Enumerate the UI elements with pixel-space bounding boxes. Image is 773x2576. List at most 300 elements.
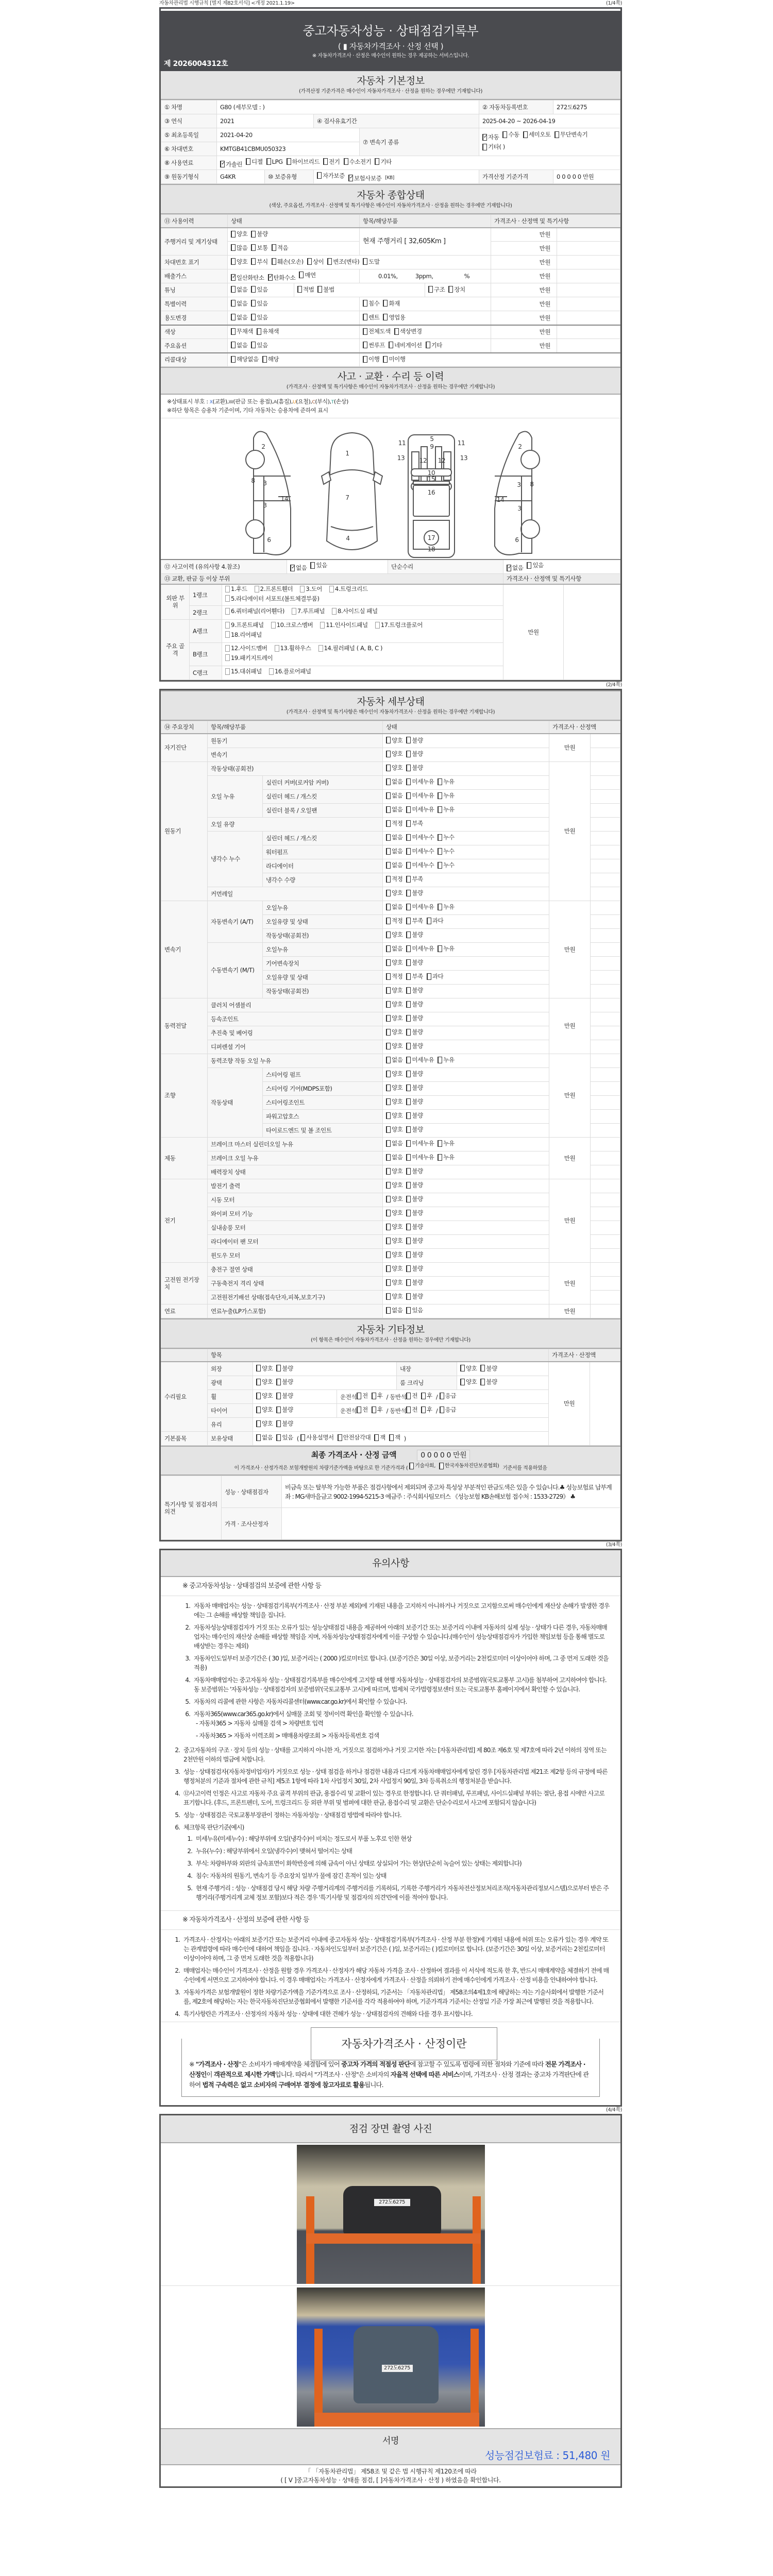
checkbox[interactable]: [383, 314, 388, 320]
checkbox-option[interactable]: [482, 133, 499, 141]
checkbox-option[interactable]: [406, 917, 423, 924]
checkbox[interactable]: [256, 1420, 261, 1427]
checkbox-option[interactable]: [406, 1028, 423, 1036]
checkbox[interactable]: [297, 286, 302, 293]
checkbox[interactable]: [438, 848, 442, 855]
checkbox[interactable]: [300, 586, 305, 592]
checkbox-option[interactable]: [480, 1365, 497, 1372]
checkbox-option[interactable]: [231, 258, 247, 265]
checkbox[interactable]: [406, 1168, 411, 1175]
checkbox[interactable]: [276, 1365, 281, 1371]
part-checkbox[interactable]: [271, 621, 313, 629]
checkbox[interactable]: [386, 973, 391, 980]
checkbox[interactable]: [406, 1112, 411, 1119]
checkbox-option[interactable]: [276, 1420, 293, 1427]
part-checkbox[interactable]: [225, 585, 247, 592]
checkbox[interactable]: [307, 258, 312, 265]
checkbox-option[interactable]: [386, 764, 402, 771]
checkbox-option[interactable]: [338, 1434, 371, 1441]
checkbox[interactable]: [406, 890, 411, 896]
checkbox[interactable]: [480, 1379, 485, 1385]
checkbox[interactable]: [438, 806, 442, 813]
checkbox[interactable]: [256, 1393, 261, 1399]
checkbox-option[interactable]: [386, 778, 402, 785]
checkbox-option[interactable]: [251, 244, 267, 251]
checkbox-option[interactable]: [231, 286, 247, 293]
checkbox[interactable]: [406, 1393, 411, 1399]
checkbox[interactable]: [386, 1098, 391, 1105]
checkbox[interactable]: [246, 158, 250, 165]
checkbox[interactable]: [386, 959, 391, 966]
checkbox[interactable]: [225, 586, 230, 592]
checkbox[interactable]: [231, 231, 236, 238]
checkbox[interactable]: [438, 862, 442, 869]
checkbox[interactable]: [338, 1434, 342, 1441]
checkbox[interactable]: [406, 1126, 411, 1133]
part-checkbox[interactable]: [225, 595, 320, 602]
checkbox[interactable]: [386, 1238, 391, 1244]
checkbox-option[interactable]: [386, 834, 402, 841]
checkbox-option[interactable]: [231, 328, 253, 335]
checkbox-option[interactable]: [231, 230, 247, 238]
checkbox-option[interactable]: [276, 1365, 293, 1372]
checkbox[interactable]: [406, 1406, 411, 1413]
checkbox[interactable]: [406, 1251, 411, 1258]
checkbox-option[interactable]: [386, 1223, 402, 1230]
checkbox[interactable]: [231, 258, 236, 265]
checkbox-option[interactable]: [290, 564, 307, 571]
checkbox[interactable]: [386, 1126, 391, 1133]
checkbox-option[interactable]: [440, 1392, 456, 1399]
checkbox-option[interactable]: [344, 158, 372, 165]
checkbox-option[interactable]: [272, 258, 304, 265]
checkbox-option[interactable]: [389, 1434, 400, 1441]
part-checkbox[interactable]: [225, 607, 284, 615]
part-checkbox[interactable]: [375, 621, 423, 629]
checkbox[interactable]: [323, 158, 328, 165]
checkbox[interactable]: [480, 1365, 485, 1371]
checkbox-option[interactable]: [406, 806, 434, 813]
checkbox-option[interactable]: [406, 973, 423, 980]
checkbox-option[interactable]: [307, 258, 324, 265]
part-checkbox[interactable]: [225, 621, 264, 629]
checkbox-option[interactable]: [440, 1406, 456, 1413]
checkbox-option[interactable]: [406, 1181, 423, 1189]
checkbox[interactable]: [406, 973, 411, 980]
checkbox[interactable]: [406, 987, 411, 994]
checkbox[interactable]: [231, 300, 236, 307]
checkbox-option[interactable]: [276, 1406, 293, 1413]
checkbox[interactable]: [438, 945, 442, 952]
checkbox[interactable]: [427, 918, 431, 924]
checkbox-option[interactable]: [310, 562, 327, 569]
checkbox[interactable]: [386, 806, 391, 813]
checkbox-option[interactable]: [406, 1237, 423, 1244]
checkbox[interactable]: [406, 848, 411, 855]
checkbox-option[interactable]: [383, 314, 405, 321]
checkbox-option[interactable]: [386, 987, 402, 994]
checkbox-option[interactable]: [262, 355, 279, 363]
checkbox[interactable]: [386, 1279, 391, 1286]
checkbox-option[interactable]: [251, 342, 267, 349]
checkbox[interactable]: [406, 876, 411, 883]
checkbox-option[interactable]: [406, 945, 434, 952]
checkbox[interactable]: [386, 1224, 391, 1230]
checkbox-option[interactable]: [363, 328, 391, 335]
checkbox[interactable]: [554, 131, 559, 138]
checkbox-option[interactable]: [386, 1070, 402, 1077]
checkbox-option[interactable]: [406, 1084, 423, 1091]
checkbox[interactable]: [287, 158, 291, 165]
checkbox[interactable]: [386, 1001, 391, 1008]
checkbox-option[interactable]: [406, 889, 423, 896]
checkbox-option[interactable]: [406, 1265, 423, 1272]
checkbox-option[interactable]: [406, 1293, 423, 1300]
checkbox[interactable]: [317, 172, 322, 179]
checkbox-option[interactable]: [406, 931, 423, 938]
checkbox[interactable]: [406, 751, 411, 757]
checkbox-option[interactable]: [231, 314, 247, 321]
checkbox-option[interactable]: [406, 1154, 434, 1161]
checkbox-option[interactable]: [386, 1028, 402, 1036]
checkbox[interactable]: [251, 286, 256, 293]
checkbox-option[interactable]: [386, 1154, 402, 1161]
checkbox[interactable]: [386, 848, 391, 855]
part-checkbox[interactable]: [275, 645, 311, 652]
checkbox-option[interactable]: [406, 1001, 423, 1008]
checkbox-option[interactable]: [386, 1195, 402, 1202]
checkbox-option[interactable]: [438, 903, 454, 910]
checkbox[interactable]: [251, 231, 256, 238]
checkbox[interactable]: [363, 342, 367, 348]
checkbox-option[interactable]: [386, 1042, 402, 1049]
checkbox[interactable]: [386, 1293, 391, 1300]
checkbox-option[interactable]: [406, 737, 423, 744]
part-checkbox[interactable]: [269, 668, 311, 675]
checkbox-option[interactable]: [427, 973, 443, 980]
checkbox-option[interactable]: [554, 131, 588, 138]
checkbox[interactable]: [386, 1140, 391, 1147]
checkbox[interactable]: [327, 258, 332, 265]
checkbox[interactable]: [256, 1379, 261, 1385]
checkbox-option[interactable]: [251, 230, 267, 238]
checkbox-option[interactable]: [317, 172, 345, 179]
checkbox[interactable]: [344, 158, 348, 165]
checkbox[interactable]: [428, 286, 433, 293]
checkbox-option[interactable]: [523, 131, 551, 138]
checkbox-option[interactable]: [438, 945, 454, 952]
checkbox-option[interactable]: [386, 917, 402, 924]
checkbox[interactable]: [386, 792, 391, 799]
checkbox-option[interactable]: [251, 258, 267, 265]
checkbox-option[interactable]: [406, 792, 434, 799]
checkbox-option[interactable]: [231, 300, 247, 307]
checkbox-option[interactable]: [527, 562, 543, 569]
checkbox[interactable]: [386, 1043, 391, 1049]
checkbox[interactable]: [386, 737, 391, 743]
checkbox[interactable]: [386, 820, 391, 827]
checkbox-option[interactable]: [427, 917, 443, 924]
checkbox[interactable]: [386, 876, 391, 883]
checkbox[interactable]: [332, 608, 337, 615]
checkbox[interactable]: [527, 562, 531, 569]
checkbox-option[interactable]: [406, 903, 434, 910]
checkbox-option[interactable]: [421, 1406, 432, 1413]
checkbox-option[interactable]: [300, 1434, 334, 1441]
checkbox[interactable]: [317, 286, 322, 293]
checkbox[interactable]: [225, 668, 230, 675]
checkbox[interactable]: [231, 356, 236, 363]
checkbox[interactable]: [225, 622, 230, 629]
checkbox[interactable]: [251, 300, 256, 307]
checkbox-option[interactable]: [231, 342, 247, 349]
checkbox-option[interactable]: [406, 959, 423, 966]
checkbox-option[interactable]: [409, 1463, 435, 1470]
checkbox-checked[interactable]: [348, 175, 353, 181]
checkbox-option[interactable]: [375, 158, 391, 165]
checkbox[interactable]: [406, 1071, 411, 1077]
checkbox-option[interactable]: [406, 778, 434, 785]
checkbox-option[interactable]: [386, 1265, 402, 1272]
checkbox-option[interactable]: [406, 987, 423, 994]
checkbox-option[interactable]: [406, 875, 423, 883]
checkbox-option[interactable]: [266, 158, 283, 165]
checkbox[interactable]: [271, 622, 276, 629]
checkbox-option[interactable]: [256, 1420, 273, 1427]
checkbox-option[interactable]: [386, 903, 402, 910]
checkbox-option[interactable]: [246, 158, 262, 165]
checkbox[interactable]: [439, 1463, 444, 1469]
checkbox[interactable]: [438, 834, 442, 841]
checkbox-option[interactable]: [372, 1406, 383, 1413]
checkbox[interactable]: [406, 792, 411, 799]
checkbox-option[interactable]: [386, 931, 402, 938]
checkbox[interactable]: [386, 1251, 391, 1258]
checkbox[interactable]: [406, 1196, 411, 1202]
checkbox[interactable]: [406, 1238, 411, 1244]
checkbox-option[interactable]: [460, 1365, 477, 1372]
checkbox[interactable]: [438, 778, 442, 785]
checkbox[interactable]: [409, 1463, 414, 1469]
checkbox-option[interactable]: [448, 286, 465, 293]
checkbox[interactable]: [231, 314, 236, 320]
checkbox[interactable]: [406, 1001, 411, 1008]
checkbox-option[interactable]: [386, 1237, 402, 1244]
checkbox[interactable]: [386, 765, 391, 771]
checkbox-option[interactable]: [276, 1434, 293, 1441]
checkbox-option[interactable]: [386, 959, 402, 966]
checkbox[interactable]: [329, 586, 334, 592]
checkbox-option[interactable]: [386, 861, 402, 869]
checkbox-checked[interactable]: [220, 161, 225, 167]
checkbox[interactable]: [406, 959, 411, 966]
checkbox[interactable]: [257, 328, 261, 335]
checkbox[interactable]: [406, 820, 411, 827]
checkbox-option[interactable]: [386, 1181, 402, 1189]
checkbox[interactable]: [406, 1029, 411, 1036]
checkbox-option[interactable]: [406, 1126, 423, 1133]
checkbox-option[interactable]: [256, 1406, 273, 1413]
checkbox[interactable]: [406, 778, 411, 785]
checkbox[interactable]: [386, 918, 391, 924]
checkbox-option[interactable]: [256, 1392, 273, 1399]
checkbox[interactable]: [225, 631, 230, 638]
checkbox[interactable]: [386, 945, 391, 952]
checkbox[interactable]: [292, 608, 296, 615]
checkbox-option[interactable]: [406, 1167, 423, 1175]
checkbox-option[interactable]: [386, 889, 402, 896]
checkbox[interactable]: [225, 595, 230, 602]
checkbox[interactable]: [406, 1057, 411, 1063]
checkbox-option[interactable]: [406, 834, 434, 841]
checkbox[interactable]: [406, 1015, 411, 1022]
checkbox-option[interactable]: [386, 1001, 402, 1008]
checkbox[interactable]: [482, 144, 487, 150]
checkbox[interactable]: [272, 258, 276, 265]
checkbox-option[interactable]: [406, 1042, 423, 1049]
checkbox-option[interactable]: [406, 1112, 423, 1119]
checkbox[interactable]: [406, 806, 411, 813]
part-checkbox[interactable]: [225, 631, 262, 638]
checkbox[interactable]: [406, 834, 411, 841]
checkbox[interactable]: [266, 158, 271, 165]
checkbox[interactable]: [460, 1379, 465, 1385]
checkbox[interactable]: [386, 1210, 391, 1216]
checkbox-option[interactable]: [348, 175, 382, 182]
checkbox-option[interactable]: [386, 1056, 402, 1063]
checkbox-option[interactable]: [389, 342, 422, 349]
checkbox[interactable]: [320, 622, 325, 629]
checkbox[interactable]: [374, 1434, 379, 1441]
checkbox-option[interactable]: [386, 1098, 402, 1105]
checkbox[interactable]: [363, 356, 367, 363]
checkbox[interactable]: [225, 654, 230, 661]
part-checkbox[interactable]: [292, 607, 325, 615]
checkbox-option[interactable]: [438, 778, 454, 785]
checkbox-option[interactable]: [231, 355, 259, 363]
checkbox[interactable]: [386, 890, 391, 896]
checkbox[interactable]: [426, 342, 430, 348]
checkbox-option[interactable]: [386, 1140, 402, 1147]
part-checkbox[interactable]: [225, 668, 262, 675]
checkbox-option[interactable]: [386, 945, 402, 952]
checkbox-option[interactable]: [386, 1112, 402, 1119]
checkbox[interactable]: [276, 1420, 281, 1427]
checkbox[interactable]: [269, 668, 274, 675]
checkbox[interactable]: [438, 792, 442, 799]
checkbox[interactable]: [406, 1154, 411, 1161]
checkbox[interactable]: [406, 1210, 411, 1216]
checkbox-option[interactable]: [251, 314, 267, 321]
checkbox-option[interactable]: [386, 848, 402, 855]
checkbox[interactable]: [256, 1434, 261, 1441]
checkbox-option[interactable]: [323, 158, 340, 165]
checkbox[interactable]: [438, 1057, 442, 1063]
checkbox[interactable]: [363, 300, 367, 307]
checkbox[interactable]: [363, 314, 367, 320]
checkbox-option[interactable]: [406, 820, 423, 827]
checkbox-option[interactable]: [251, 300, 267, 307]
checkbox-option[interactable]: [276, 1378, 293, 1385]
checkbox-option[interactable]: [386, 750, 402, 757]
checkbox-option[interactable]: [287, 158, 320, 165]
checkbox-checked[interactable]: [268, 274, 273, 281]
checkbox-option[interactable]: [386, 973, 402, 980]
checkbox[interactable]: [372, 1406, 376, 1413]
checkbox[interactable]: [318, 645, 323, 652]
checkbox-option[interactable]: [327, 258, 359, 265]
checkbox[interactable]: [386, 987, 391, 994]
part-checkbox[interactable]: [318, 645, 382, 652]
checkbox[interactable]: [386, 1265, 391, 1272]
checkbox-option[interactable]: [406, 1307, 423, 1314]
checkbox-option[interactable]: [220, 161, 242, 168]
checkbox[interactable]: [357, 1406, 361, 1413]
checkbox[interactable]: [406, 1043, 411, 1049]
checkbox-option[interactable]: [386, 1084, 402, 1091]
checkbox-option[interactable]: [406, 1070, 423, 1077]
checkbox[interactable]: [276, 1406, 281, 1413]
checkbox-option[interactable]: [438, 861, 454, 869]
checkbox-option[interactable]: [386, 875, 402, 883]
part-checkbox[interactable]: [225, 654, 273, 662]
checkbox-option[interactable]: [406, 1014, 423, 1022]
checkbox-option[interactable]: [357, 1392, 368, 1399]
checkbox[interactable]: [231, 244, 236, 251]
checkbox-option[interactable]: [272, 244, 288, 251]
checkbox[interactable]: [394, 328, 399, 335]
checkbox[interactable]: [406, 1307, 411, 1314]
checkbox[interactable]: [386, 1168, 391, 1175]
checkbox-option[interactable]: [406, 1279, 423, 1286]
checkbox-option[interactable]: [438, 1140, 454, 1147]
checkbox-option[interactable]: [257, 328, 279, 335]
checkbox-option[interactable]: [406, 1406, 417, 1413]
checkbox-option[interactable]: [438, 806, 454, 813]
checkbox[interactable]: [363, 258, 367, 265]
checkbox-option[interactable]: [357, 1406, 368, 1413]
checkbox[interactable]: [386, 778, 391, 785]
checkbox[interactable]: [262, 356, 267, 363]
checkbox-option[interactable]: [502, 131, 519, 138]
part-checkbox[interactable]: [225, 645, 267, 652]
checkbox-option[interactable]: [439, 1463, 499, 1470]
checkbox[interactable]: [438, 1154, 442, 1161]
checkbox-option[interactable]: [386, 820, 402, 827]
checkbox[interactable]: [386, 1196, 391, 1202]
checkbox[interactable]: [406, 904, 411, 910]
checkbox-option[interactable]: [268, 274, 296, 281]
checkbox-option[interactable]: [256, 1434, 273, 1441]
checkbox[interactable]: [231, 328, 236, 335]
checkbox[interactable]: [406, 1098, 411, 1105]
part-checkbox[interactable]: [332, 607, 378, 615]
checkbox[interactable]: [225, 645, 230, 652]
checkbox[interactable]: [386, 1057, 391, 1063]
checkbox-option[interactable]: [386, 792, 402, 799]
checkbox[interactable]: [406, 737, 411, 743]
checkbox[interactable]: [406, 1279, 411, 1286]
checkbox-option[interactable]: [386, 1251, 402, 1258]
checkbox-option[interactable]: [363, 300, 379, 307]
checkbox[interactable]: [383, 300, 388, 307]
checkbox[interactable]: [386, 1112, 391, 1119]
checkbox-option[interactable]: [406, 1209, 423, 1216]
checkbox[interactable]: [386, 751, 391, 757]
checkbox-option[interactable]: [406, 750, 423, 757]
checkbox-option[interactable]: [386, 1279, 402, 1286]
checkbox[interactable]: [276, 1379, 281, 1385]
